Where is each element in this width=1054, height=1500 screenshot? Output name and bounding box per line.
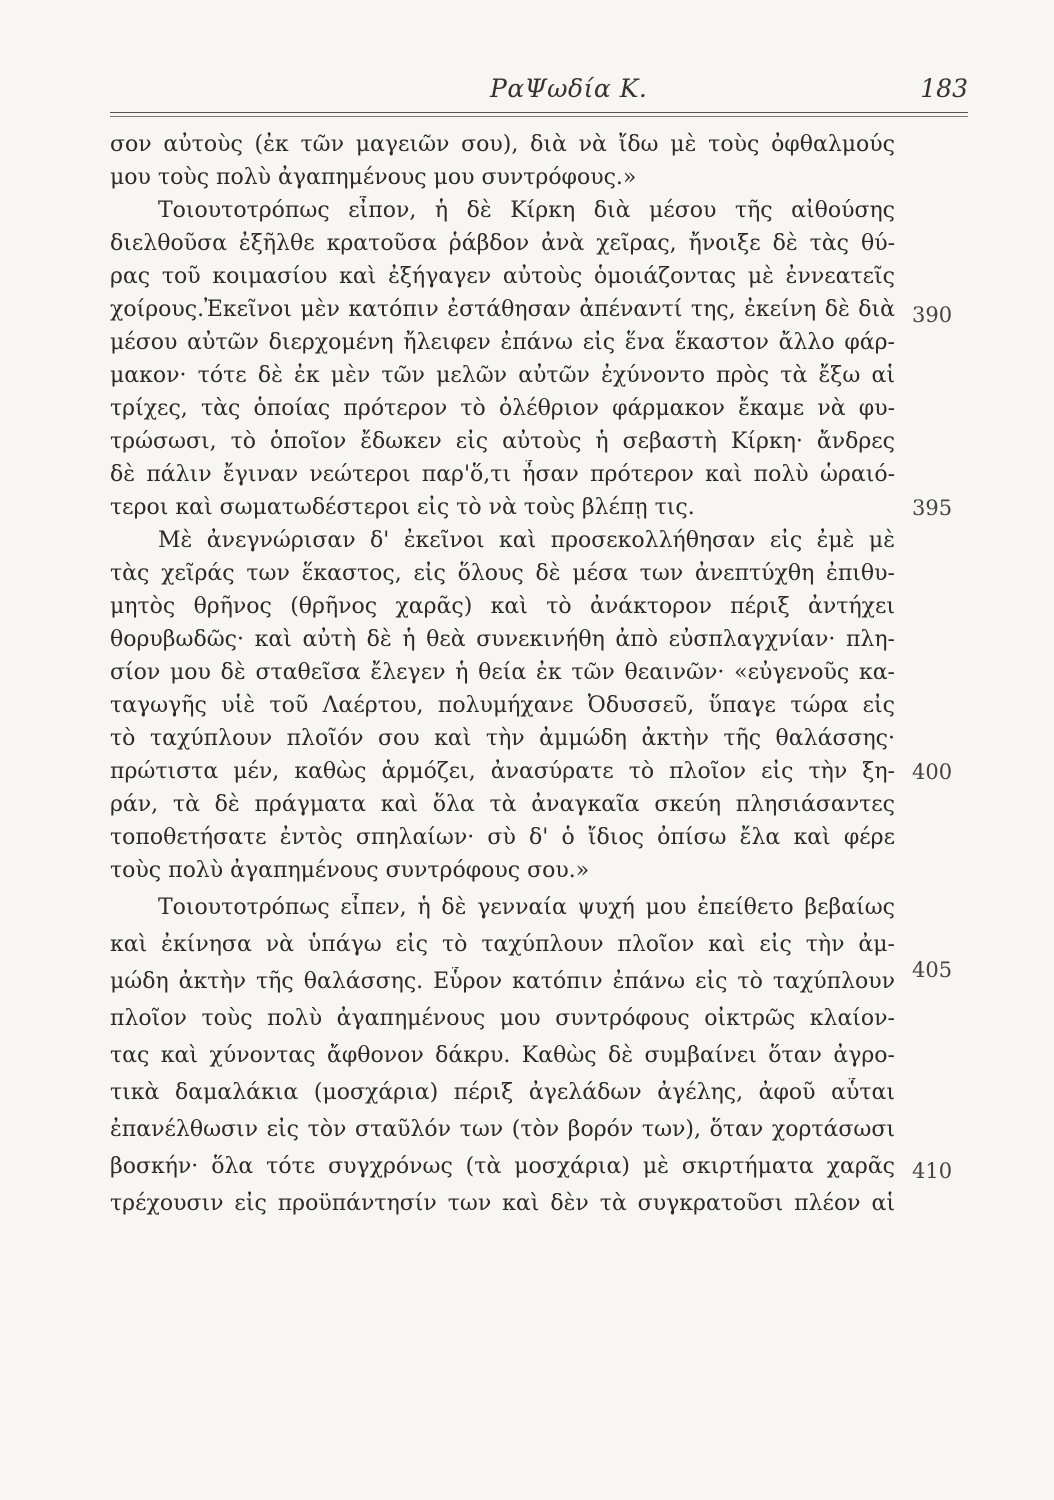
text-line: τρίχες, τὰς ὁποίας πρότερον τὸ ὀλέθριον φάρμακον ἔκαμε νὰ φυ- — [110, 396, 895, 421]
text-line: τεροι καὶ σωματωδέστεροι εἰς τὸ νὰ τοὺς βλέπῃ τις. — [110, 495, 695, 520]
text-line: δὲ πάλιν ἔγιναν νεώτεροι παρ'ὅ,τι ἦσαν πρότερον καὶ πολὺ ὡραιό- — [110, 462, 895, 487]
text-line: τρώσωσι, τὸ ὁποῖον ἔδωκεν εἰς αὐτοὺς ἡ σεβαστὴ Κίρκη· ἄνδρες — [110, 429, 895, 454]
text-line: τρέχουσιν εἰς προϋπάντησίν των καὶ δὲν τὰ συγκρατοῦσι πλέον αἱ — [110, 1191, 895, 1216]
text-line: Τοιουτοτρόπως εἶπον, ἡ δὲ Κίρκη διὰ μέσου τῆς αἰθούσης — [158, 198, 895, 223]
line-number-400: 400 — [912, 760, 953, 784]
header-rule — [110, 112, 968, 113]
text-line: πρώτιστα μέν, καθὼς ἁρμόζει, ἀνασύρατε τὸ πλοῖον εἰς τὴν ξη- — [110, 759, 895, 784]
text-line: σον αὐτοὺς (ἐκ τῶν μαγειῶν σου), διὰ νὰ ἴδω μὲ τοὺς ὀφθαλμούς — [110, 132, 895, 157]
text-line: μώδη ἀκτὴν τῆς θαλάσσης. Εὗρον κατόπιν ἐπάνω εἰς τὸ ταχύπλουν — [110, 969, 895, 994]
line-number-405: 405 — [912, 958, 953, 982]
page-number: 183 — [920, 74, 968, 103]
text-line: μητὸς θρῆνος (θρῆνος χαρᾶς) καὶ τὸ ἀνάκτορον πέριξ ἀντήχει — [110, 594, 895, 619]
text-line: μου τοὺς πολὺ ἀγαπημένους μου συντρόφους.» — [110, 165, 637, 190]
text-line: ταγωγῆς υἱὲ τοῦ Λαέρτου, πολυμήχανε Ὀδυσσεῦ, ὕπαγε τώρα εἰς — [110, 693, 895, 718]
text-line: χοίρους.Ἐκεῖνοι μὲν κατόπιν ἐστάθησαν ἀπέναντί της, ἐκείνη δὲ διὰ — [110, 297, 895, 322]
line-number-390: 390 — [912, 303, 953, 327]
text-line: τοποθετήσατε ἐντὸς σπηλαίων· σὺ δ' ὁ ἴδιος ὀπίσω ἔλα καὶ φέρε — [110, 825, 895, 850]
text-line: ἐπανέλθωσιν εἰς τὸν σταῦλόν των (τὸν βορόν των), ὅταν χορτάσωσι — [110, 1117, 895, 1142]
text-line: Μὲ ἀνεγνώρισαν δ' ἐκεῖνοι καὶ προσεκολλήθησαν εἰς ἐμὲ μὲ — [158, 528, 895, 553]
text-line: σίον μου δὲ σταθεῖσα ἔλεγεν ἡ θεία ἐκ τῶν θεαινῶν· «εὐγενοῦς κα- — [110, 660, 895, 685]
text-line: τικὰ δαμαλάκια (μοσχάρια) πέριξ ἀγελάδων ἀγέλης, ἀφοῦ αὗται — [110, 1080, 895, 1105]
text-line: μακον· τότε δὲ ἐκ μὲν τῶν μελῶν αὐτῶν ἐχύνοντο πρὸς τὰ ἔξω αἱ — [110, 363, 895, 388]
text-line: τὰς χεῖράς των ἕκαστος, εἰς ὅλους δὲ μέσα των ἀνεπτύχθη ἐπιθυ- — [110, 561, 895, 586]
running-head — [110, 70, 968, 110]
text-line: ράν, τὰ δὲ πράγματα καὶ ὅλα τὰ ἀναγκαῖα σκεύη πλησιάσαντες — [110, 792, 895, 817]
running-title: ΡαΨωδία Κ. — [490, 74, 648, 103]
text-line: τας καὶ χύνοντας ἄφθονον δάκρυ. Καθὼς δὲ συμβαίνει ὅταν ἀγρο- — [110, 1043, 895, 1068]
text-line: μέσου αὐτῶν διερχομένη ἤλειφεν ἐπάνω εἰς ἕνα ἕκαστον ἄλλο φάρ- — [110, 330, 895, 355]
line-number-410: 410 — [912, 1159, 953, 1183]
header-rule-secondary — [110, 116, 968, 117]
line-number-395: 395 — [912, 496, 953, 520]
text-line: διελθοῦσα ἐξῆλθε κρατοῦσα ῥάβδον ἀνὰ χεῖρας, ἤνοιξε δὲ τὰς θύ- — [110, 231, 895, 256]
text-line: θορυβωδῶς· καὶ αὐτὴ δὲ ἡ θεὰ συνεκινήθη ἀπὸ εὐσπλαγχνίαν· πλη- — [110, 627, 895, 652]
text-line: καὶ ἐκίνησα νὰ ὑπάγω εἰς τὸ ταχύπλουν πλοῖον καὶ εἰς τὴν ἀμ- — [110, 932, 895, 957]
text-line: βοσκήν· ὅλα τότε συγχρόνως (τὰ μοσχάρια) μὲ σκιρτήματα χαρᾶς — [110, 1154, 895, 1179]
text-line: τοὺς πολὺ ἀγαπημένους συντρόφους σου.» — [110, 858, 590, 883]
text-line: πλοῖον τοὺς πολὺ ἀγαπημένους μου συντρόφους οἰκτρῶς κλαίον- — [110, 1006, 895, 1031]
text-line: ρας τοῦ κοιμασίου καὶ ἐξήγαγεν αὐτοὺς ὁμοιάζοντας μὲ ἐννεατεῖς — [110, 264, 895, 289]
text-line: Τοιουτοτρόπως εἶπεν, ἡ δὲ γενναία ψυχή μου ἐπείθετο βεβαίως — [158, 895, 895, 920]
text-line: τὸ ταχύπλουν πλοῖόν σου καὶ τὴν ἀμμώδη ἀκτὴν τῆς θαλάσσης· — [110, 726, 895, 751]
